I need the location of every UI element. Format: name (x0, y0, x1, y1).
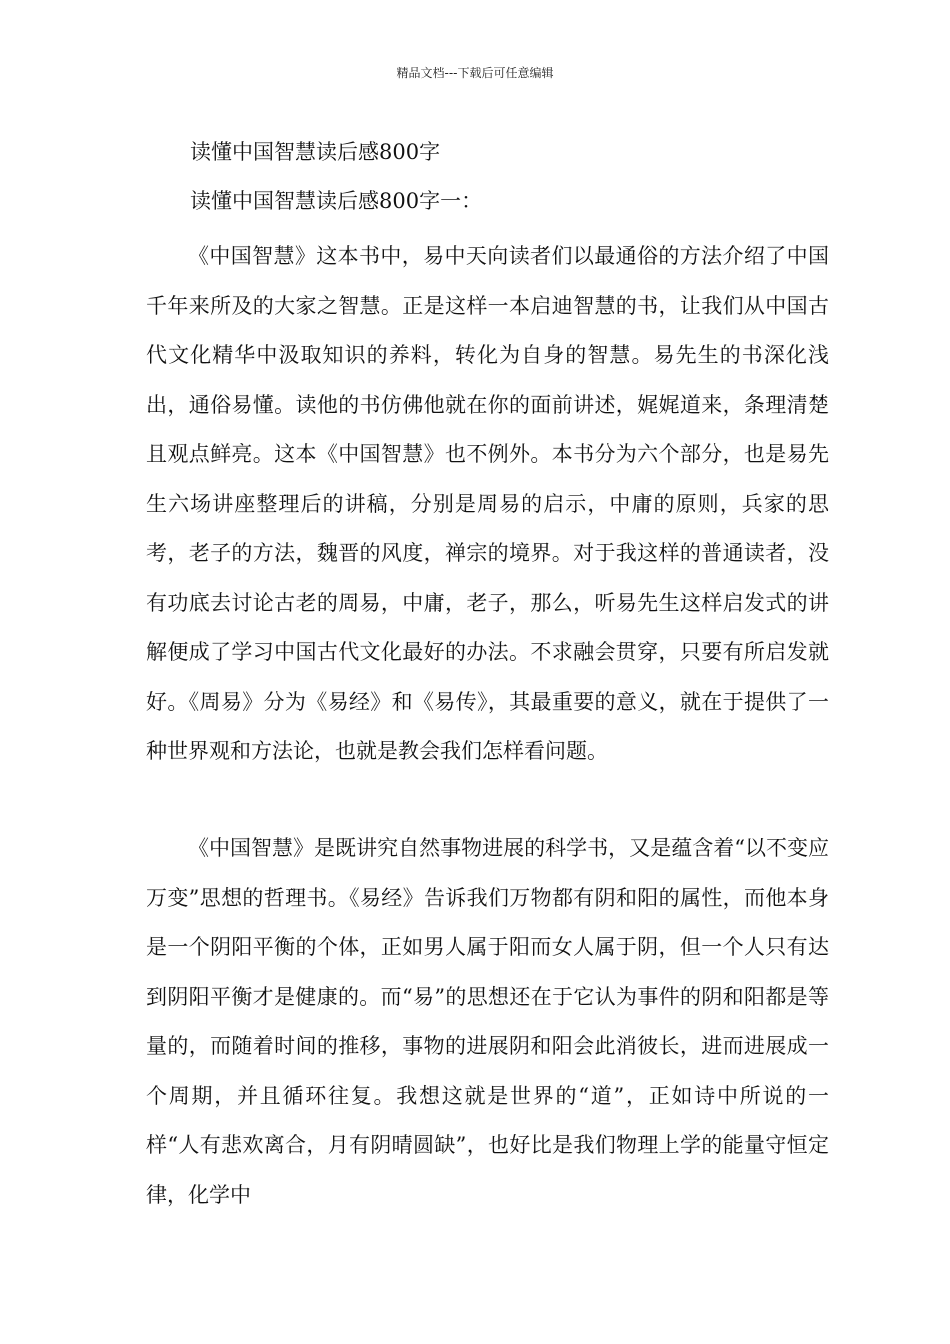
body-paragraph: 《中国智慧》这本书中，易中天向读者们以最通俗的方法介绍了中国千年来所及的大家之智慧。正是这样一本启迪智慧的书，让我们从中国古代文化精华中汲取知识的养料，转化为自身的智慧。易先生的书深化浅出，通俗易懂。读他的书仿佛他就在你的面前讲述，娓娓道来，条理清楚且观点鲜亮。这本《中国智慧》也不例外。本书分为六个部分，也是易先生六场讲座整理后的讲稿，分别是周易的启示，中庸的原则，兵家的思考，老子的方法，魏晋的风度，禅宗的境界。对于我这样的普通读者，没有功底去讨论古老的周易，中庸，老子，那么，听易先生这样启发式的讲解便成了学习中国古代文化最好的办法。不求融会贯穿，只要有所启发就好。《周易》分为《易经》和《易传》，其最重要的意义，就在于提供了一种世界观和方法论，也就是教会我们怎样看问题。 (146, 244, 829, 763)
document-title: 读懂中国智慧读后感800字 (190, 140, 441, 164)
body-paragraph: 《中国智慧》是既讲究自然事物进展的科学书，又是蕴含着“以不变应万变”思想的哲理书。《易经》告诉我们万物都有阴和阳的属性，而他本身是一个阴阳平衡的个体，正如男人属于阳而女人属于阴，但一个人只有达到阴阳平衡才是健康的。而“易”的思想还在于它认为事件的阴和阳都是等量的，而随着时间的推移，事物的进展阴和阳会此消彼长，进而进展成一个周期，并且循环往复。我想这就是世界的“道”，正如诗中所说的一样“人有悲欢离合，月有阴晴圆缺”，也好比是我们物理上学的能量守恒定律，化学中 (146, 836, 829, 1207)
page-header: 精品文档---下载后可任意编辑 (396, 66, 554, 80)
document-subtitle: 读懂中国智慧读后感800字一： (190, 189, 483, 213)
